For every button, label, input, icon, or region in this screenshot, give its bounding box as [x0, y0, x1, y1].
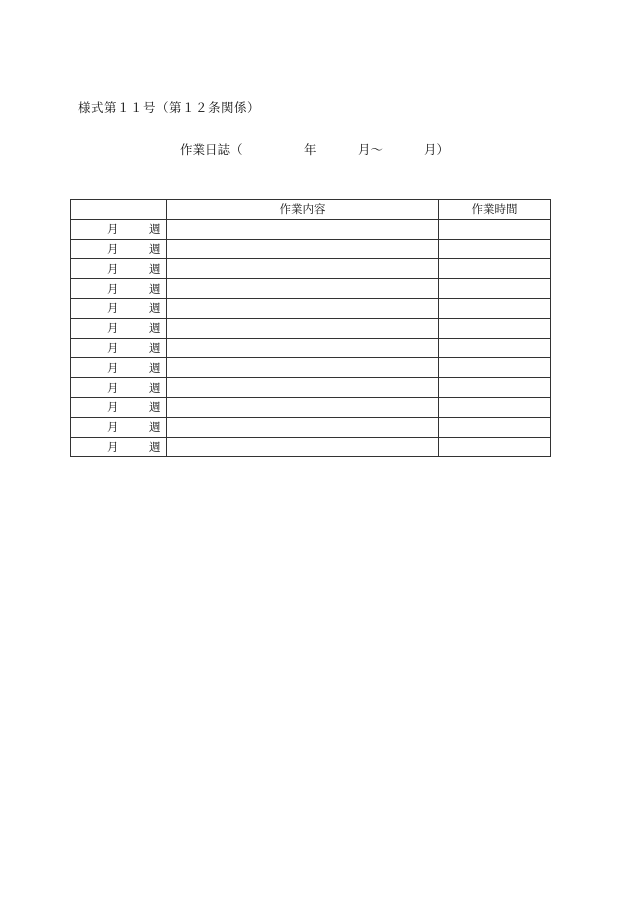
week-label: 週 [149, 380, 161, 395]
month-label: 月 [107, 380, 119, 395]
date-cell [71, 259, 167, 279]
header-work-content: 作業内容 [167, 200, 439, 220]
work-time-cell[interactable] [439, 219, 551, 239]
table-row [71, 437, 551, 457]
work-content-cell[interactable] [167, 259, 439, 279]
work-log-table [70, 199, 551, 457]
work-time-cell[interactable] [439, 318, 551, 338]
work-time-cell[interactable] [439, 437, 551, 457]
work-time-cell[interactable] [439, 397, 551, 417]
date-cell [71, 219, 167, 239]
date-cell [71, 437, 167, 457]
week-label: 週 [149, 301, 161, 316]
work-content-cell[interactable] [167, 358, 439, 378]
work-content-cell[interactable] [167, 298, 439, 318]
work-content-cell[interactable] [167, 397, 439, 417]
form-number: 様式第１１号（第１２条関係） [78, 100, 261, 115]
table-row [71, 358, 551, 378]
week-label: 週 [149, 420, 161, 435]
date-cell [71, 397, 167, 417]
title-year-unit: 年 [304, 142, 317, 157]
work-content-cell[interactable] [167, 437, 439, 457]
date-cell [71, 298, 167, 318]
work-time-cell[interactable] [439, 338, 551, 358]
header-work-time: 作業時間 [439, 200, 551, 220]
table-row [71, 318, 551, 338]
date-cell [71, 378, 167, 398]
document-title [180, 140, 460, 158]
work-content-cell[interactable] [167, 417, 439, 437]
work-time-cell[interactable] [439, 417, 551, 437]
work-time-cell[interactable] [439, 279, 551, 299]
table-header-row [71, 200, 551, 220]
work-time-cell[interactable] [439, 239, 551, 259]
month-label: 月 [107, 241, 119, 256]
header-date [71, 200, 167, 220]
work-time-cell[interactable] [439, 358, 551, 378]
work-content-cell[interactable] [167, 318, 439, 338]
date-cell [71, 338, 167, 358]
work-time-cell[interactable] [439, 378, 551, 398]
week-label: 週 [149, 222, 161, 237]
work-content-cell[interactable] [167, 279, 439, 299]
week-label: 週 [149, 360, 161, 375]
table-row [71, 378, 551, 398]
title-month-to: 月） [424, 142, 450, 157]
table-row [71, 417, 551, 437]
table-row [71, 397, 551, 417]
table-row [71, 338, 551, 358]
work-content-cell[interactable] [167, 378, 439, 398]
date-cell [71, 318, 167, 338]
table-body [71, 219, 551, 457]
work-time-cell[interactable] [439, 298, 551, 318]
work-time-cell[interactable] [439, 259, 551, 279]
date-cell [71, 279, 167, 299]
table-row [71, 239, 551, 259]
table-row [71, 279, 551, 299]
date-cell [71, 239, 167, 259]
date-cell [71, 417, 167, 437]
work-content-cell[interactable] [167, 338, 439, 358]
month-label: 月 [107, 281, 119, 296]
month-label: 月 [107, 222, 119, 237]
month-label: 月 [107, 261, 119, 276]
week-label: 週 [149, 261, 161, 276]
week-label: 週 [149, 321, 161, 336]
month-label: 月 [107, 301, 119, 316]
title-label: 作業日誌（ [180, 142, 243, 157]
week-label: 週 [149, 340, 161, 355]
date-cell [71, 358, 167, 378]
work-content-cell[interactable] [167, 219, 439, 239]
table-row [71, 259, 551, 279]
work-content-cell[interactable] [167, 239, 439, 259]
month-label: 月 [107, 420, 119, 435]
month-label: 月 [107, 400, 119, 415]
table-row [71, 219, 551, 239]
month-label: 月 [107, 340, 119, 355]
week-label: 週 [149, 439, 161, 454]
table-row [71, 298, 551, 318]
title-month-from: 月～ [358, 142, 384, 157]
month-label: 月 [107, 360, 119, 375]
month-label: 月 [107, 321, 119, 336]
week-label: 週 [149, 400, 161, 415]
month-label: 月 [107, 439, 119, 454]
week-label: 週 [149, 241, 161, 256]
week-label: 週 [149, 281, 161, 296]
